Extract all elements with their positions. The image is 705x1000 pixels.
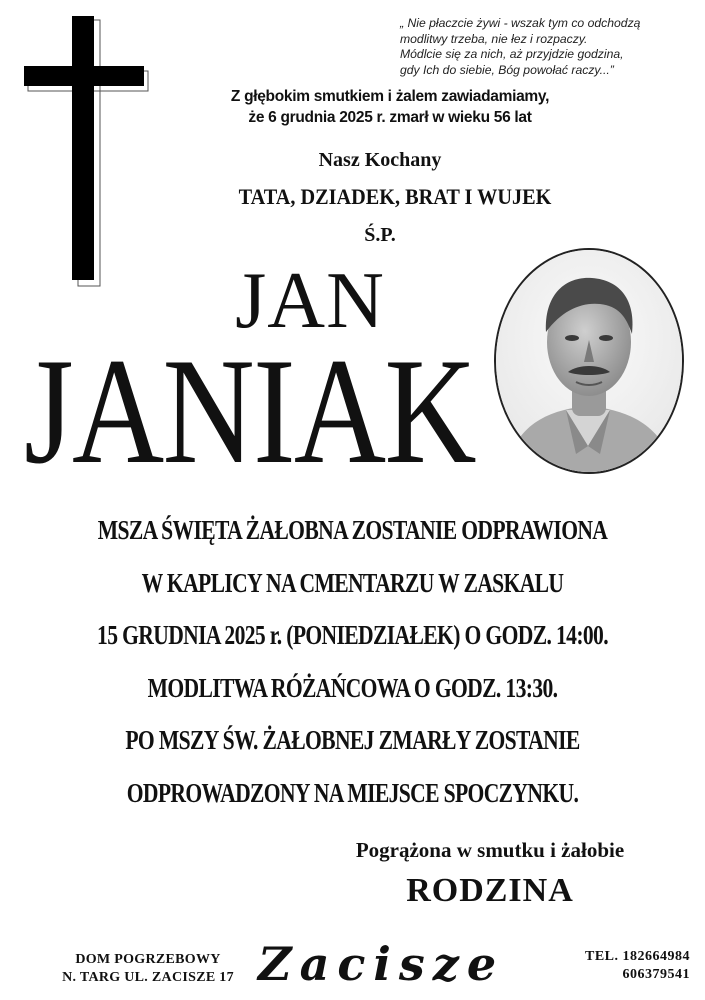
nasz-kochany: Nasz Kochany — [318, 149, 442, 171]
zacisze-logo: Zacisze — [258, 937, 505, 991]
phone-line-1: TEL. 182664984 — [584, 949, 690, 964]
mass-information — [30, 504, 675, 819]
deceased-last-name: JANIAK — [24, 327, 475, 495]
phone-line-2: 606379541 — [622, 967, 690, 982]
sp-label: Ś.P. — [364, 224, 396, 246]
death-announcement — [170, 86, 610, 128]
funeral-home-name: DOM POGRZEBOWY — [75, 952, 221, 967]
relations-line: TATA, DZIADEK, BRAT I WUJEK — [238, 184, 552, 209]
mass-line-6: ODPROWADZONY NA MIEJSCE SPOCZYNKU. — [126, 777, 579, 808]
mass-line-4: MODLITWA RÓŻAŃCOWA O GODZ. 13:30. — [147, 672, 558, 703]
announcement-line-2: że 6 grudnia 2025 r. zmarł w wieku 56 lat — [248, 109, 532, 126]
family-signature: RODZINA — [406, 872, 574, 909]
deceased-first-name: JAN — [235, 257, 385, 345]
mass-line-2: W KAPLICY NA CMENTARZU W ZASKALU — [141, 567, 564, 598]
mass-line-5: PO MSZY ŚW. ŻAŁOBNEJ ZMARŁY ZOSTANIE — [125, 725, 580, 755]
cross-icon — [24, 16, 150, 288]
grieving-line: Pogrążona w smutku i żałobie — [355, 838, 625, 862]
funeral-home-street: N. TARG UL. ZACISZE 17 — [62, 970, 234, 985]
funeral-home-address — [38, 951, 258, 987]
contact-phones — [520, 948, 690, 984]
poem-quote: „ Nie płaczcie żywi - wszak tym co odchodzą modlitwy trzeba, nie łez i rozpaczy. Módlcie się za nich, aż przyjdzie godzina, gdy Ich do siebie, Bóg powołać raczy...” — [400, 16, 641, 77]
portrait-photo — [494, 248, 684, 474]
announcement-line-1: Z głębokim smutkiem i żalem zawiadamiamy, — [230, 88, 550, 105]
mass-line-1: MSZA ŚWIĘTA ŻAŁOBNA ZOSTANIE ODPRAWIONA — [97, 515, 608, 545]
mass-line-3: 15 GRUDNIA 2025 r. (PONIEDZIAŁEK) O GODZ. 14:00. — [97, 620, 608, 650]
